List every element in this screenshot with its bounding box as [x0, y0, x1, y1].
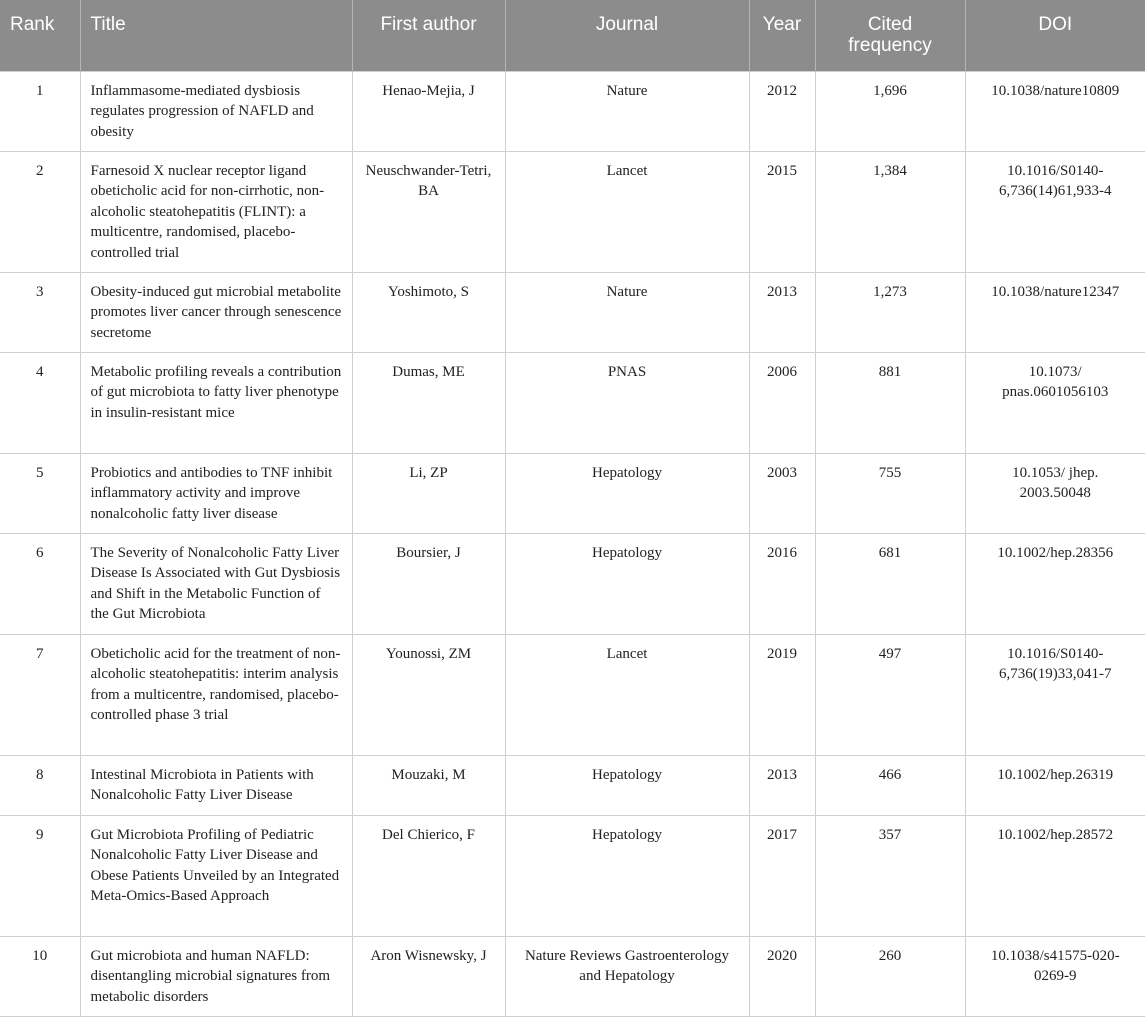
cell-first-author: Yoshimoto, S — [352, 272, 505, 352]
table-row — [0, 453, 1145, 533]
cell-journal: Hepatology — [505, 755, 749, 815]
cell-year: 2012 — [749, 71, 815, 151]
cell-first-author: Younossi, ZM — [352, 634, 505, 755]
cell-journal: Lancet — [505, 634, 749, 755]
cell-title: Probiotics and antibodies to TNF inhibit inflammatory activity and improve nonalcoholic fatty liver disease — [80, 453, 352, 533]
table-row — [0, 151, 1145, 272]
cell-doi: 10.1016/S0140-6,736(14)61,933-4 — [965, 151, 1145, 272]
cell-journal: Lancet — [505, 151, 749, 272]
cell-cited-frequency: 755 — [815, 453, 965, 533]
cell-journal: Hepatology — [505, 533, 749, 634]
table-row — [0, 352, 1145, 453]
cell-year: 2003 — [749, 453, 815, 533]
cell-cited-frequency: 260 — [815, 936, 965, 1016]
cell-first-author: Dumas, ME — [352, 352, 505, 453]
cell-journal: Hepatology — [505, 815, 749, 936]
cell-year: 2017 — [749, 815, 815, 936]
cell-first-author: Boursier, J — [352, 533, 505, 634]
cell-rank: 4 — [0, 352, 80, 453]
header-rank: Rank — [0, 0, 80, 71]
cell-first-author: Aron Wisnewsky, J — [352, 936, 505, 1016]
cell-rank: 9 — [0, 815, 80, 936]
cell-journal: Hepatology — [505, 453, 749, 533]
cell-title: Obeticholic acid for the treatment of non-alcoholic steatohepatitis: interim analysis from a multicentre, randomised, placebo-controlled phase 3 trial — [80, 634, 352, 755]
cell-doi: 10.1002/hep.26319 — [965, 755, 1145, 815]
cell-year: 2006 — [749, 352, 815, 453]
table-row — [0, 936, 1145, 1016]
cell-cited-frequency: 1,273 — [815, 272, 965, 352]
cell-title: Intestinal Microbiota in Patients with Nonalcoholic Fatty Liver Disease — [80, 755, 352, 815]
header-year: Year — [749, 0, 815, 71]
header-title: Title — [80, 0, 352, 71]
cell-doi: 10.1038/nature12347 — [965, 272, 1145, 352]
table-row — [0, 272, 1145, 352]
cell-doi: 10.1053/ jhep. 2003.50048 — [965, 453, 1145, 533]
cell-journal: Nature — [505, 71, 749, 151]
cell-rank: 6 — [0, 533, 80, 634]
header-doi: DOI — [965, 0, 1145, 71]
table-row — [0, 815, 1145, 936]
cell-rank: 2 — [0, 151, 80, 272]
header-journal: Journal — [505, 0, 749, 71]
cell-cited-frequency: 1,384 — [815, 151, 965, 272]
table-row — [0, 755, 1145, 815]
cell-rank: 7 — [0, 634, 80, 755]
cell-year: 2019 — [749, 634, 815, 755]
header-cited-frequency: Cited frequency — [815, 0, 965, 71]
cell-rank: 10 — [0, 936, 80, 1016]
cell-year: 2013 — [749, 272, 815, 352]
cell-doi: 10.1073/ pnas.0601056103 — [965, 352, 1145, 453]
header-row — [0, 0, 1145, 71]
table-row — [0, 71, 1145, 151]
cell-cited-frequency: 1,696 — [815, 71, 965, 151]
cell-journal: Nature — [505, 272, 749, 352]
cell-year: 2015 — [749, 151, 815, 272]
cell-doi: 10.1016/S0140-6,736(19)33,041-7 — [965, 634, 1145, 755]
cell-cited-frequency: 497 — [815, 634, 965, 755]
cell-doi: 10.1038/s41575-020-0269-9 — [965, 936, 1145, 1016]
cell-title: Inflammasome-mediated dysbiosis regulates progression of NAFLD and obesity — [80, 71, 352, 151]
cell-title: Metabolic profiling reveals a contribution of gut microbiota to fatty liver phenotype in insulin-resistant mice — [80, 352, 352, 453]
cell-doi: 10.1002/hep.28356 — [965, 533, 1145, 634]
cell-rank: 5 — [0, 453, 80, 533]
cell-year: 2016 — [749, 533, 815, 634]
cell-doi: 10.1002/hep.28572 — [965, 815, 1145, 936]
cell-cited-frequency: 681 — [815, 533, 965, 634]
table-row — [0, 533, 1145, 634]
cell-cited-frequency: 881 — [815, 352, 965, 453]
cell-rank: 1 — [0, 71, 80, 151]
cell-first-author: Henao-Mejia, J — [352, 71, 505, 151]
header-first-author: First author — [352, 0, 505, 71]
cell-rank: 8 — [0, 755, 80, 815]
cell-title: Gut Microbiota Profiling of Pediatric Nonalcoholic Fatty Liver Disease and Obese Patients Unveiled by an Integrated Meta-Omics-Based Approach — [80, 815, 352, 936]
cell-first-author: Li, ZP — [352, 453, 505, 533]
cell-year: 2020 — [749, 936, 815, 1016]
cell-title: Obesity-induced gut microbial metabolite promotes liver cancer through senescence secretome — [80, 272, 352, 352]
cell-first-author: Mouzaki, M — [352, 755, 505, 815]
table-row — [0, 634, 1145, 755]
cell-cited-frequency: 466 — [815, 755, 965, 815]
cell-title: The Severity of Nonalcoholic Fatty Liver Disease Is Associated with Gut Dysbiosis and Shift in the Metabolic Function of the Gut Microbiota — [80, 533, 352, 634]
cell-title: Farnesoid X nuclear receptor ligand obeticholic acid for non-cirrhotic, non-alcoholic steatohepatitis (FLINT): a multicentre, randomised, placebo-controlled trial — [80, 151, 352, 272]
cell-journal: PNAS — [505, 352, 749, 453]
cell-doi: 10.1038/nature10809 — [965, 71, 1145, 151]
cell-rank: 3 — [0, 272, 80, 352]
cell-first-author: Neuschwander-Tetri, BA — [352, 151, 505, 272]
cell-year: 2013 — [749, 755, 815, 815]
cell-first-author: Del Chierico, F — [352, 815, 505, 936]
cell-cited-frequency: 357 — [815, 815, 965, 936]
cell-journal: Nature Reviews Gastroenterology and Hepatology — [505, 936, 749, 1016]
cell-title: Gut microbiota and human NAFLD: disentangling microbial signatures from metabolic disorders — [80, 936, 352, 1016]
